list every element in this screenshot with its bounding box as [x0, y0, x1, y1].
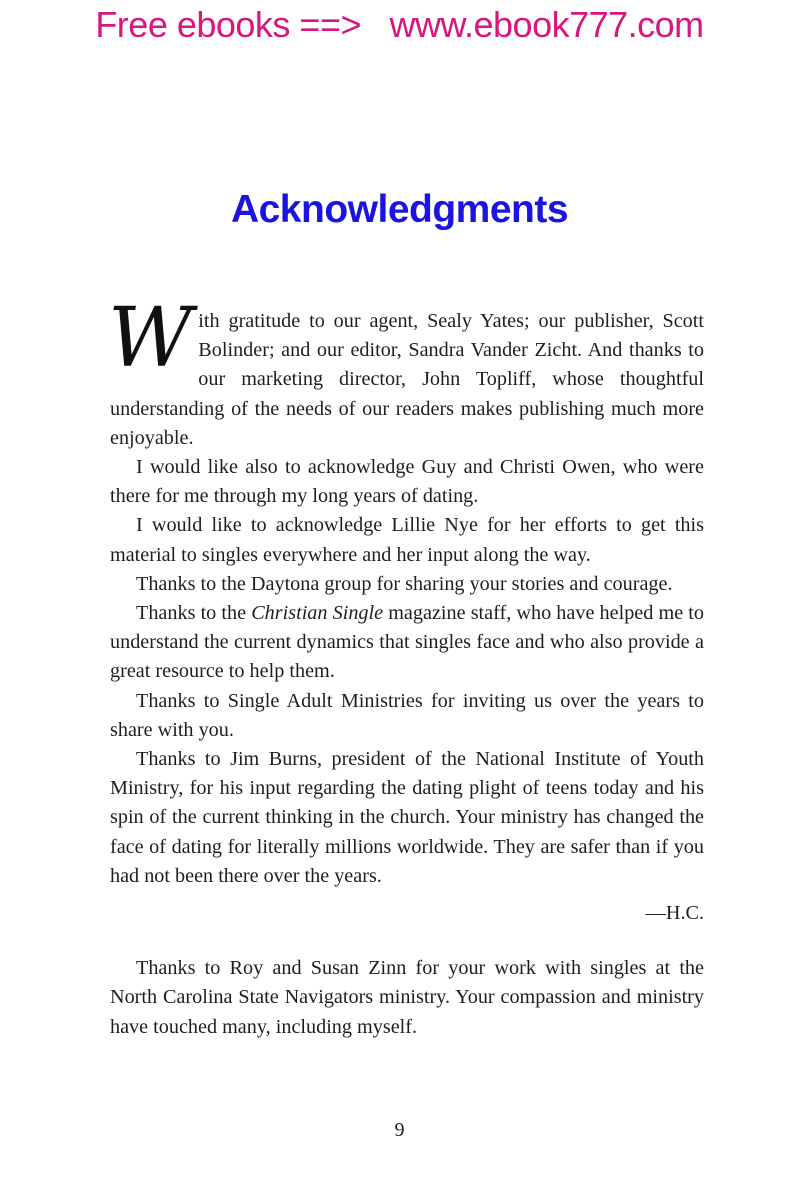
paragraph-5-after: magazine staff, who have helped me to understand the current dynamics that singles face and who also provide a great resource to help them.: [110, 602, 704, 683]
paragraph-1: [108, 291, 704, 453]
paragraph-5-before: Thanks to the: [136, 602, 252, 625]
page-number: 9: [394, 1119, 405, 1141]
signature: —H.C.: [645, 902, 704, 925]
paragraph-3: I would like to acknowledge Lillie Nye for her efforts to get this material to singles everywhere and her input along the way.: [110, 514, 704, 566]
magazine-title: Christian Single: [251, 602, 384, 625]
paragraph-7: Thanks to Jim Burns, president of the National Institute of Youth Ministry, for his input regarding the dating plight of teens today and his spin of the current thinking in the church. Your ministry has changed the face of dating for literally millions worldwide. They are safer than if you had not been there over the years.: [110, 748, 704, 887]
ebook-site-banner: Free ebooks ==> www.ebook777.com: [95, 4, 704, 45]
drop-cap-letter: W: [108, 291, 193, 386]
section-spacer: [110, 928, 704, 954]
closing-paragraph: Thanks to Roy and Susan Zinn for your work with singles at the North Carolina State Navigators ministry. Your compassion and ministry have touched many, including myself.: [110, 957, 704, 1038]
paragraph-1-text: ith gratitude to our agent, Sealy Yates; our publisher, Scott Bolinder; and our editor, Sandra Vander Zicht. And thanks to our marketing director, John Topliff, whose thoughtful understanding of the needs of our readers makes publishing much more enjoyable.: [110, 310, 704, 449]
paragraph-4: Thanks to the Daytona group for sharing your stories and courage.: [136, 572, 673, 595]
paragraph-6: Thanks to Single Adult Ministries for inviting us over the years to share with you.: [110, 689, 704, 741]
paragraph-5: [110, 599, 704, 687]
paragraph-2: I would like also to acknowledge Guy and Christi Owen, who were there for me through my long years of dating.: [110, 456, 704, 508]
acknowledgments-body: [108, 291, 704, 1042]
chapter-title: Acknowledgments: [230, 188, 569, 231]
